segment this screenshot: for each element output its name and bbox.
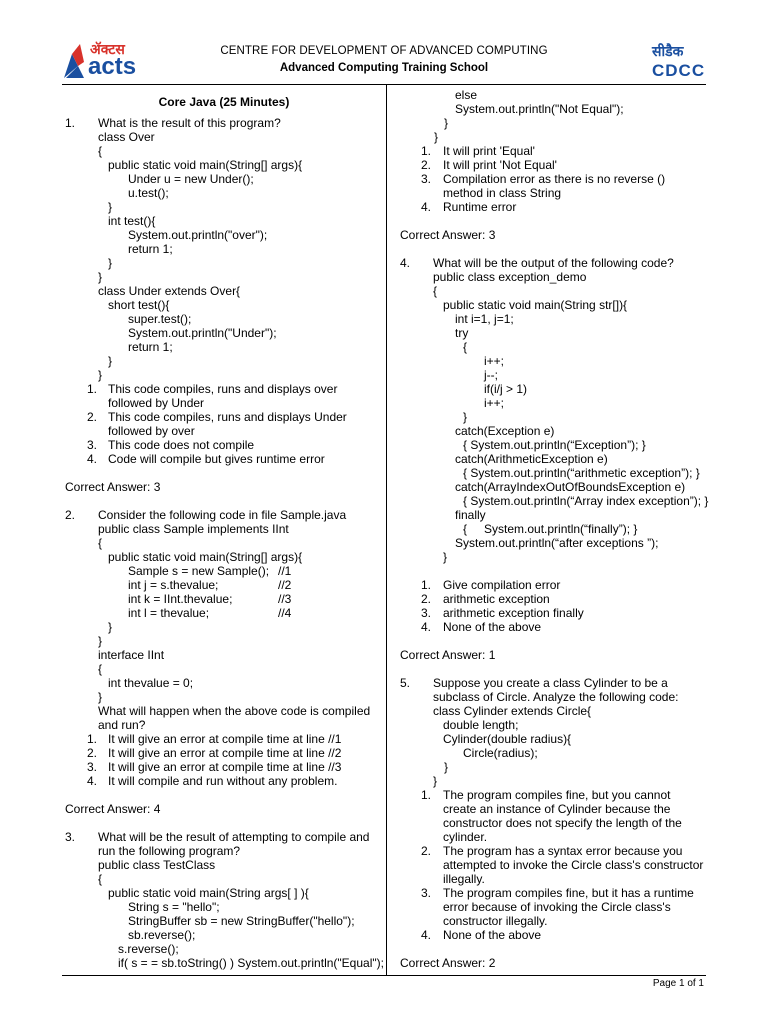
left-column-line: 1. <box>87 382 98 396</box>
left-column-line: Sample s = new Sample(); <box>128 564 270 578</box>
left-column-line: } <box>98 634 103 648</box>
left-column-line: StringBuffer sb = new StringBuffer("hello"); <box>128 914 355 928</box>
right-column-line: finally <box>455 508 486 522</box>
left-column-line: It will give an error at compile time at line //3 <box>108 760 342 774</box>
left-column-line: } <box>108 620 113 634</box>
left-column-line: What will be the result of attempting to compile and <box>98 830 370 844</box>
left-column-line: What is the result of this program? <box>98 116 281 130</box>
left-column-line: } <box>98 270 103 284</box>
right-column-line: } <box>444 760 449 774</box>
right-column-line: else <box>455 88 478 102</box>
right-column-line: What will be the output of the following code? <box>433 256 674 270</box>
left-column-line: sb.reverse(); <box>128 928 196 942</box>
right-column-line: Correct Answer: 2 <box>400 956 496 970</box>
right-column-line: The program compiles fine, but it has a runtime <box>443 886 694 900</box>
left-column-line: 3. <box>65 830 76 844</box>
right-column-line: attempted to invoke the Circle class's constructor <box>443 858 704 872</box>
left-column-line: System.out.println("Under"); <box>128 326 277 340</box>
right-column-line: None of the above <box>443 620 542 634</box>
left-column-line: { <box>98 872 103 886</box>
right-column-line: { <box>463 522 468 536</box>
right-column-line: arithmetic exception finally <box>443 606 584 620</box>
right-column-line: try <box>455 326 469 340</box>
right-column-line: Compilation error as there is no reverse () <box>443 172 666 186</box>
right-column-line: public static void main(String str[]){ <box>443 298 628 312</box>
page-number: Page 1 of 1 <box>652 978 704 989</box>
left-column-line: System.out.println("over"); <box>128 228 268 242</box>
left-column-line: interface IInt <box>98 648 165 662</box>
right-column-line: None of the above <box>443 928 542 942</box>
left-column-line: Correct Answer: 3 <box>65 480 161 494</box>
right-column-line: catch(ArithmeticException e) <box>455 452 608 466</box>
right-column-line: { System.out.println(“Exception”); } <box>463 438 646 452</box>
left-column-line: 4. <box>87 774 98 788</box>
right-column-line: } <box>433 774 438 788</box>
right-column-line: 5. <box>400 676 411 690</box>
right-column-line: Cylinder(double radius){ <box>443 732 572 746</box>
right-column-line: i++; <box>484 396 505 410</box>
acts-logo-hindi: ॲक्टस <box>90 41 125 57</box>
left-column-line: 3. <box>87 760 98 774</box>
left-column-line: run the following program? <box>98 844 241 858</box>
left-column-line: } <box>108 200 113 214</box>
right-column-line: } <box>443 550 448 564</box>
left-column-line: This code compiles, runs and displays Under <box>108 410 347 424</box>
left-column-line: 3. <box>87 438 98 452</box>
left-column-line: //4 <box>278 606 292 620</box>
left-column-line: int l = thevalue; <box>128 606 210 620</box>
left-column-line: public static void main(String args[ ] ){ <box>108 886 309 900</box>
left-column-line: class Over <box>98 130 155 144</box>
right-column-line: { <box>433 284 438 298</box>
left-column-line: int thevalue = 0; <box>108 676 194 690</box>
right-column-line: illegally. <box>443 872 485 886</box>
right-column-line: System.out.println("Not Equal"); <box>455 102 624 116</box>
cdac-logo-text: CDCC <box>652 61 706 80</box>
right-column-line: Correct Answer: 3 <box>400 228 496 242</box>
right-column-line: i++; <box>484 354 505 368</box>
left-column-line: String s = "hello"; <box>128 900 220 914</box>
right-column-line: { System.out.println(“arithmetic exception”); } <box>463 466 700 480</box>
right-column-line: catch(Exception e) <box>455 424 555 438</box>
left-column-line: class Under extends Over{ <box>98 284 241 298</box>
left-column-line: } <box>108 354 113 368</box>
right-column-line: 4. <box>421 200 432 214</box>
left-column-line: It will give an error at compile time at line //1 <box>108 732 342 746</box>
left-column-line: public static void main(String[] args){ <box>108 158 303 172</box>
right-column-line: 1. <box>421 144 432 158</box>
left-column-line: Correct Answer: 4 <box>65 802 161 816</box>
left-column-line: 2. <box>87 410 98 424</box>
left-column-line: } <box>98 690 103 704</box>
org-name: CENTRE FOR DEVELOPMENT OF ADVANCED COMPUTING <box>220 45 548 57</box>
left-column-line: int j = s.thevalue; <box>128 578 219 592</box>
left-column-line: super.test(); <box>128 312 192 326</box>
left-column-line: This code does not compile <box>108 438 255 452</box>
left-column-line: //2 <box>278 578 292 592</box>
left-column-line: 2. <box>65 508 76 522</box>
left-column-line: { <box>98 536 103 550</box>
right-column-line: 2. <box>421 844 432 858</box>
right-column-line: Correct Answer: 1 <box>400 648 496 662</box>
left-column-line: { <box>98 662 103 676</box>
right-column-line: public class exception_demo <box>433 270 587 284</box>
left-column-line: and run? <box>98 718 146 732</box>
left-column-line: 4. <box>87 452 98 466</box>
right-column-line: create an instance of Cylinder because the <box>443 802 671 816</box>
left-column-line: public class Sample implements IInt <box>98 522 289 536</box>
right-column-line: Circle(radius); <box>463 746 538 760</box>
left-column-line: u.test(); <box>128 186 169 200</box>
acts-logo-text: acts <box>88 53 137 80</box>
school-name: Advanced Computing Training School <box>279 62 489 74</box>
left-column-line: Under u = new Under(); <box>128 172 254 186</box>
right-column-line: if(i/j > 1) <box>484 382 528 396</box>
left-column-line: followed by Under <box>108 396 205 410</box>
left-column-line: //1 <box>278 564 292 578</box>
left-column-line: s.reverse(); <box>118 942 179 956</box>
right-column-line: arithmetic exception <box>443 592 550 606</box>
left-column-line: Code will compile but gives runtime error <box>108 452 325 466</box>
right-column-line: constructor illegally. <box>443 914 548 928</box>
header-rule <box>62 84 706 85</box>
left-column-line: short test(){ <box>108 298 170 312</box>
right-column-line: error because of invoking the Circle class's <box>443 900 671 914</box>
left-column-line: //3 <box>278 592 292 606</box>
right-column-line: 4. <box>421 928 432 942</box>
left-column-line: if( s = = sb.toString() ) System.out.println("Equal"); <box>118 956 384 970</box>
left-column-line: int k = IInt.thevalue; <box>128 592 233 606</box>
left-column-line: followed by over <box>108 424 195 438</box>
left-column-line: 1. <box>87 732 98 746</box>
left-column-line: 2. <box>87 746 98 760</box>
right-column-line: class Cylinder extends Circle{ <box>433 704 592 718</box>
right-column-line: 2. <box>421 592 432 606</box>
left-column-line: public static void main(String[] args){ <box>108 550 303 564</box>
right-column-line: int i=1, j=1; <box>455 312 514 326</box>
right-column-line: 4. <box>421 620 432 634</box>
left-column-line: This code compiles, runs and displays over <box>108 382 338 396</box>
right-column-line: System.out.println(“finally”); } <box>484 522 638 536</box>
right-column-line: It will print 'Not Equal' <box>443 158 557 172</box>
right-column-line: { <box>463 340 468 354</box>
right-column-line: System.out.println(“after exceptions ”); <box>455 536 659 550</box>
right-column-line: } <box>434 130 439 144</box>
page-title: Core Java (25 Minutes) <box>158 95 290 109</box>
left-column-line: It will compile and run without any problem. <box>108 774 338 788</box>
right-column-line: double length; <box>443 718 519 732</box>
left-column-line: { <box>98 144 103 158</box>
cdac-logo <box>648 44 708 84</box>
right-column-line: Give compilation error <box>443 578 561 592</box>
right-column-line: Runtime error <box>443 200 517 214</box>
right-column-line: 3. <box>421 886 432 900</box>
left-column-line: int test(){ <box>108 214 156 228</box>
left-column-line: } <box>108 256 113 270</box>
right-column-line: It will print 'Equal' <box>443 144 535 158</box>
left-column-line: 1. <box>65 116 76 130</box>
left-column-line: Consider the following code in file Sample.java <box>98 508 347 522</box>
right-column-line: 1. <box>421 578 432 592</box>
right-column-line: 3. <box>421 606 432 620</box>
right-column-line: constructor does not specify the length of the <box>443 816 682 830</box>
right-column-line: j--; <box>484 368 498 382</box>
left-column-line: return 1; <box>128 340 173 354</box>
right-column-line: cylinder. <box>443 830 488 844</box>
right-column-line: 1. <box>421 788 432 802</box>
right-column-line: catch(ArrayIndexOutOfBoundsException e) <box>455 480 686 494</box>
right-column-line: Suppose you create a class Cylinder to be a <box>433 676 668 690</box>
right-column-line: { System.out.println(“Array index exception”); } <box>463 494 709 508</box>
column-divider <box>386 84 387 976</box>
left-column-line: It will give an error at compile time at line //2 <box>108 746 342 760</box>
right-column-line: The program compiles fine, but you cannot <box>443 788 671 802</box>
right-column-line: method in class String <box>443 186 562 200</box>
right-column-line: } <box>463 410 468 424</box>
right-column-line: subclass of Circle. Analyze the following code: <box>433 690 679 704</box>
right-column-line: 4. <box>400 256 411 270</box>
left-column-line: public class TestClass <box>98 858 216 872</box>
right-column-line: } <box>444 116 449 130</box>
left-column-line: What will happen when the above code is compiled <box>98 704 371 718</box>
left-column-line: return 1; <box>128 242 173 256</box>
right-column-line: 2. <box>421 158 432 172</box>
right-column-line: The program has a syntax error because you <box>443 844 683 858</box>
cdac-logo-hindi: सीडैक <box>652 43 684 59</box>
left-column-line: } <box>98 368 103 382</box>
footer-rule <box>62 975 706 976</box>
right-column-line: 3. <box>421 172 432 186</box>
